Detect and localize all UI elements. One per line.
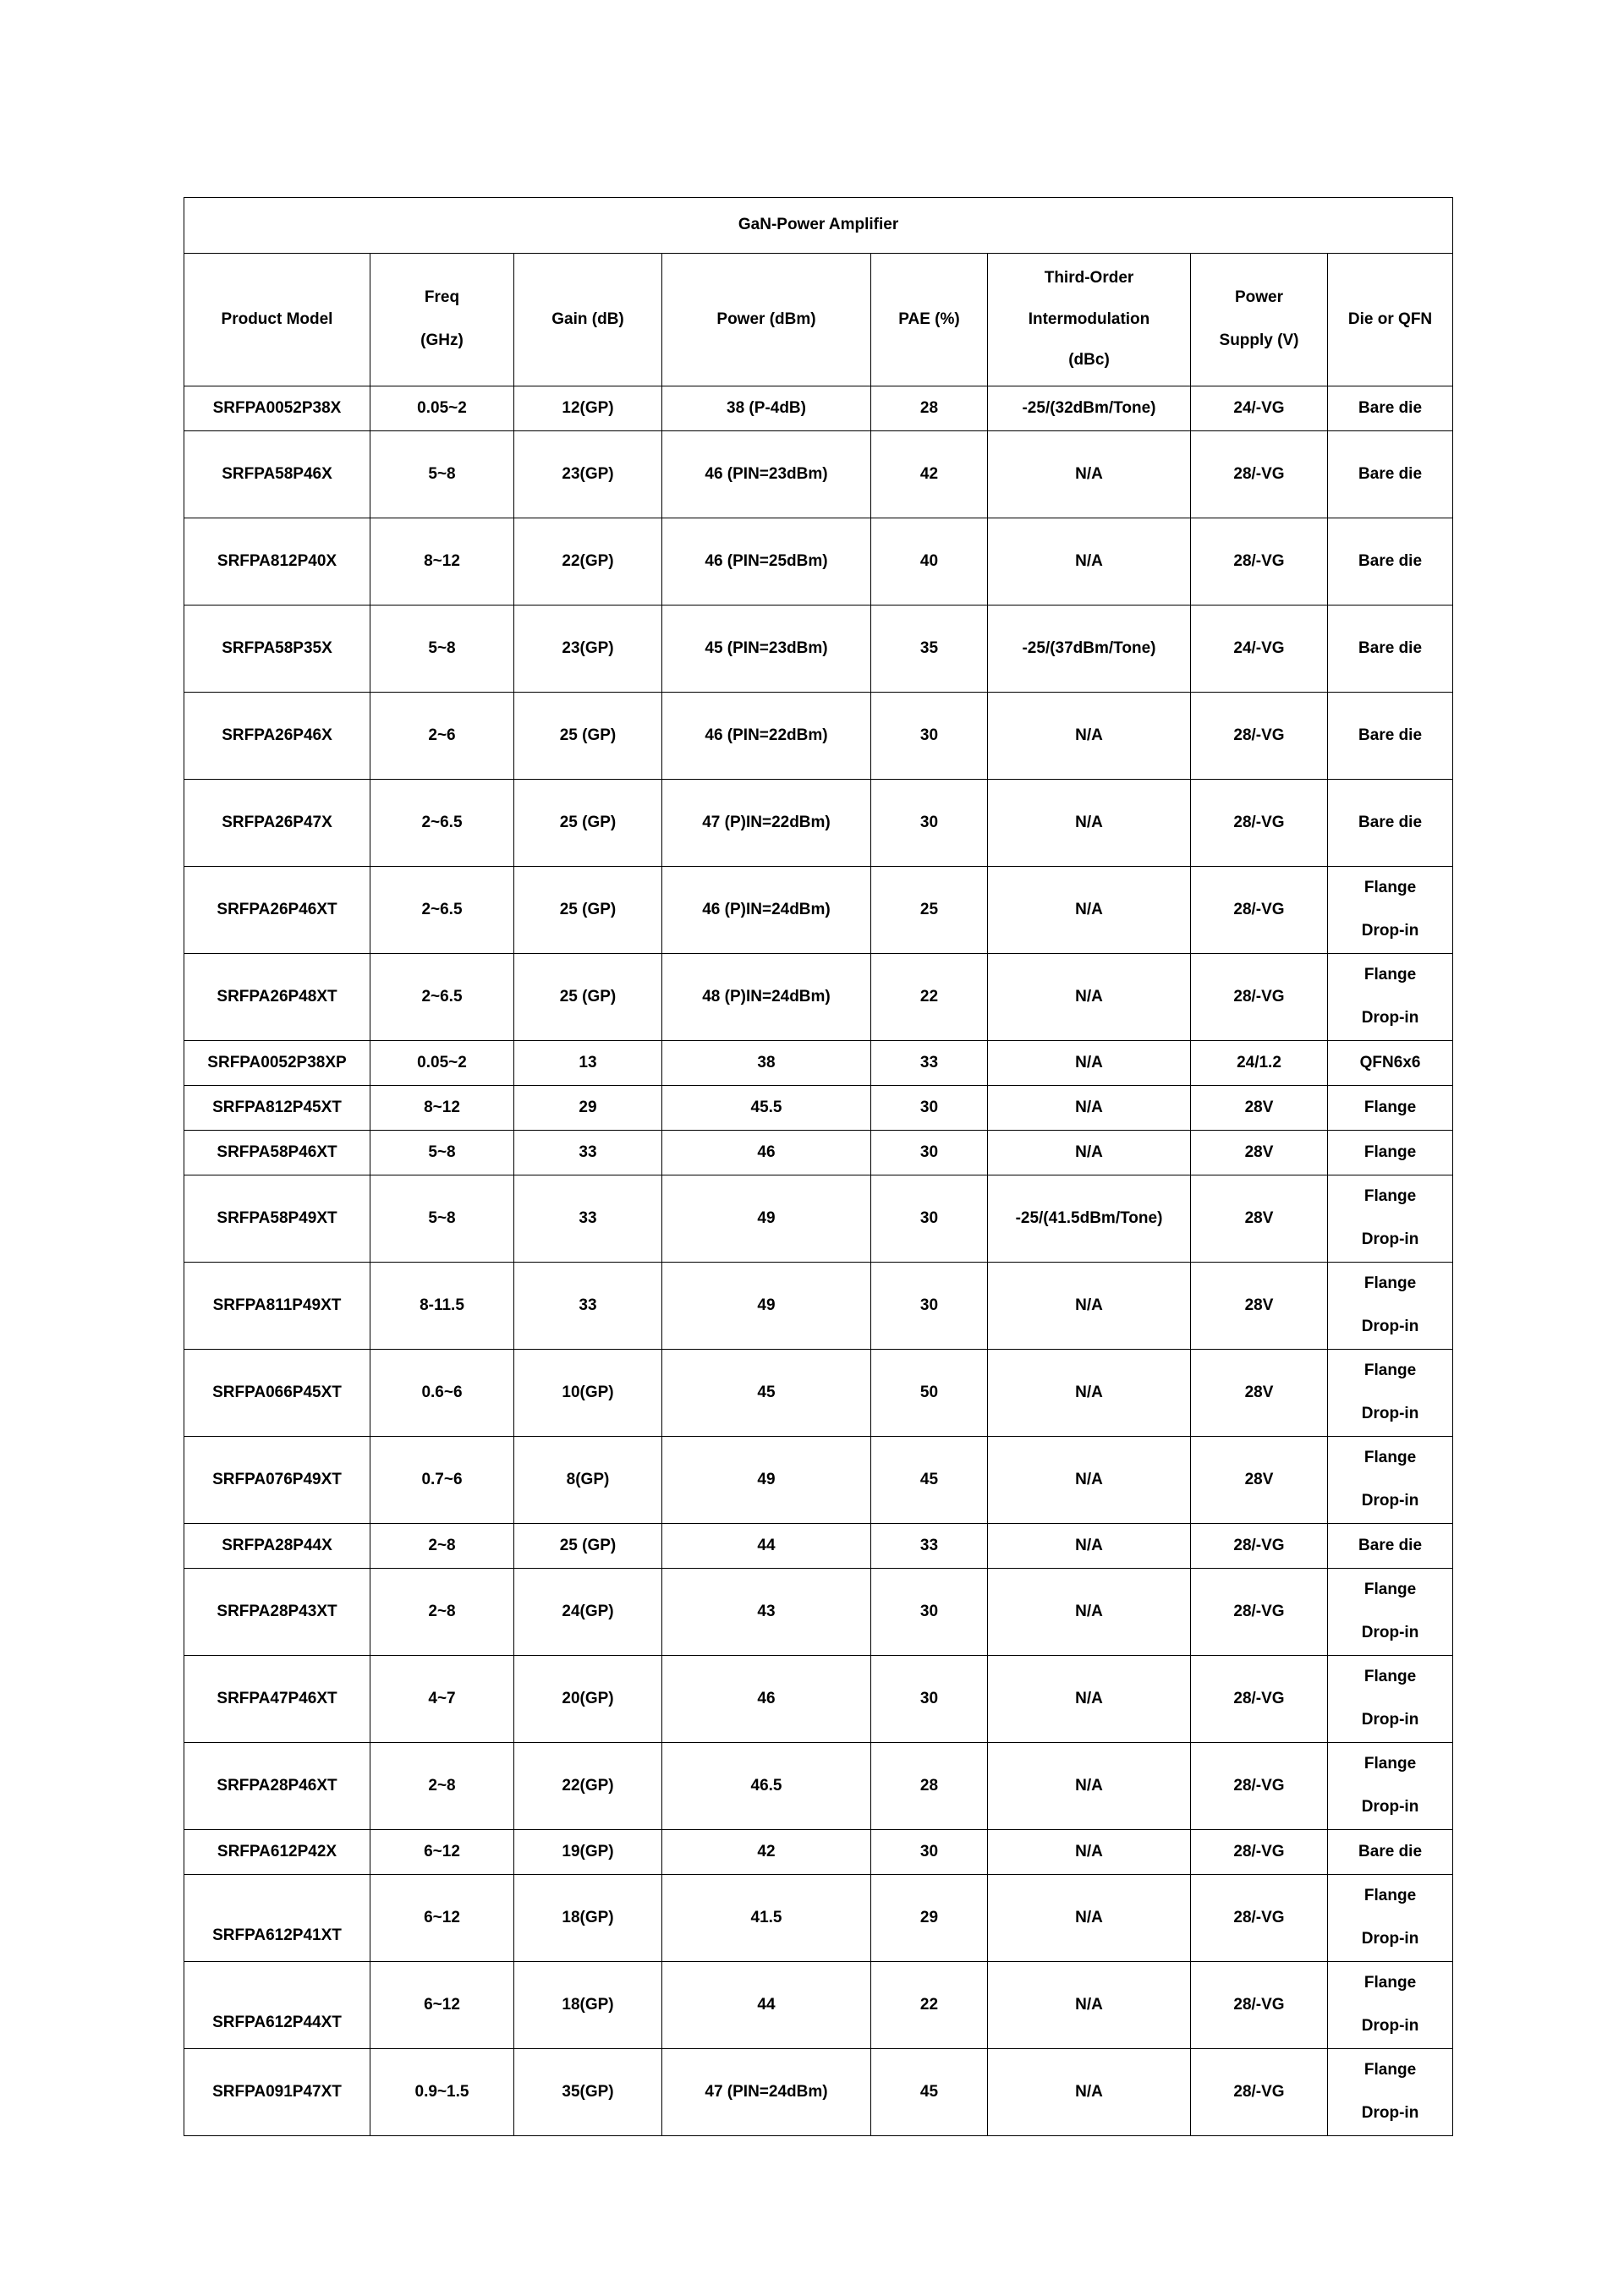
cell-freq: 6~12 [370,1962,514,2049]
package-line: Drop-in [1361,1405,1419,1422]
cell-product-model: SRFPA26P47X [184,780,370,867]
cell-power: 44 [662,1524,871,1569]
cell-product-model: SRFPA066P45XT [184,1350,370,1437]
cell-freq: 2~6.5 [370,954,514,1041]
cell-package [1328,1263,1453,1350]
cell-intermodulation: N/A [988,1350,1191,1437]
cell-power-supply: 28/-VG [1191,1962,1328,2049]
cell-pae: 40 [871,518,988,606]
cell-gain: 8(GP) [514,1437,662,1524]
cell-power-supply: 28/-VG [1191,1569,1328,1656]
package-line: Drop-in [1361,1624,1419,1641]
cell-power: 45 (PIN=23dBm) [662,606,871,693]
cell-power-supply: 28/-VG [1191,954,1328,1041]
cell-freq: 0.6~6 [370,1350,514,1437]
cell-pae: 50 [871,1350,988,1437]
table-row [184,693,1453,780]
cell-freq: 8~12 [370,1086,514,1131]
cell-freq: 0.05~2 [370,1041,514,1086]
cell-freq: 0.05~2 [370,386,514,431]
cell-freq: 2~6 [370,693,514,780]
cell-intermodulation: N/A [988,693,1191,780]
cell-package [1328,386,1453,431]
cell-pae: 30 [871,1086,988,1131]
package-line: Flange [1363,966,1417,984]
cell-pae: 30 [871,1263,988,1350]
cell-power: 38 [662,1041,871,1086]
cell-product-model: SRFPA0052P38XP [184,1041,370,1086]
package-line: Flange [1363,1974,1417,1992]
cell-product-model: SRFPA58P35X [184,606,370,693]
package-line: Bare die [1358,726,1423,744]
cell-freq: 2~6.5 [370,867,514,954]
table-row [184,1743,1453,1830]
cell-package [1328,1524,1453,1569]
cell-power-supply: 28V [1191,1086,1328,1131]
cell-power-supply: 28/-VG [1191,1524,1328,1569]
cell-power: 46 [662,1131,871,1175]
cell-intermodulation: N/A [988,1569,1191,1656]
cell-freq: 4~7 [370,1656,514,1743]
cell-pae: 22 [871,1962,988,2049]
cell-intermodulation: N/A [988,1086,1191,1131]
cell-product-model: SRFPA58P49XT [184,1175,370,1263]
cell-package [1328,1830,1453,1875]
cell-power: 46 (PIN=23dBm) [662,431,871,518]
cell-power-supply: 28/-VG [1191,1875,1328,1962]
header-gain [514,254,662,386]
cell-power: 46 (PIN=22dBm) [662,693,871,780]
table-row [184,386,1453,431]
header-product-model [184,254,370,386]
package-line: Bare die [1358,398,1423,417]
cell-freq: 6~12 [370,1875,514,1962]
gan-power-amplifier-table [184,197,1453,2136]
header-line: Gain (dB) [551,310,624,328]
cell-text: SRFPA612P41XT [212,1926,342,1944]
cell-package [1328,1086,1453,1131]
cell-intermodulation: N/A [988,1524,1191,1569]
cell-gain: 18(GP) [514,1962,662,2049]
table-row [184,1524,1453,1569]
cell-power-supply: 28V [1191,1437,1328,1524]
cell-intermodulation: -25/(41.5dBm/Tone) [988,1175,1191,1263]
header-line: Die or QFN [1347,310,1433,328]
cell-pae: 45 [871,2049,988,2136]
cell-freq: 2~8 [370,1743,514,1830]
cell-intermodulation: N/A [988,2049,1191,2136]
cell-package [1328,1131,1453,1175]
cell-gain: 12(GP) [514,386,662,431]
cell-freq: 6~12 [370,1830,514,1875]
cell-pae: 22 [871,954,988,1041]
table-row [184,2049,1453,2136]
table-row [184,1437,1453,1524]
cell-freq: 5~8 [370,1175,514,1263]
package-line: Drop-in [1361,2017,1419,2035]
cell-intermodulation: N/A [988,1437,1191,1524]
cell-freq: 5~8 [370,431,514,518]
cell-gain: 29 [514,1086,662,1131]
package-line: Flange [1363,1668,1417,1686]
cell-package [1328,1350,1453,1437]
cell-power: 41.5 [662,1875,871,1962]
cell-product-model: SRFPA0052P38X [184,386,370,431]
cell-product-model: SRFPA58P46XT [184,1131,370,1175]
cell-gain: 25 (GP) [514,1524,662,1569]
header-freq [370,254,514,386]
cell-power: 46 (P)IN=24dBm) [662,867,871,954]
cell-power: 49 [662,1437,871,1524]
package-line: Bare die [1358,813,1423,831]
package-line: Flange [1363,1187,1417,1206]
cell-pae: 30 [871,780,988,867]
cell-gain: 18(GP) [514,1875,662,1962]
cell-power: 47 (PIN=24dBm) [662,2049,871,2136]
cell-power-supply: 28/-VG [1191,693,1328,780]
cell-product-model: SRFPA26P46X [184,693,370,780]
package-line: Drop-in [1361,1798,1419,1816]
cell-power: 45 [662,1350,871,1437]
cell-pae: 33 [871,1524,988,1569]
table-row [184,518,1453,606]
header-line: (GHz) [420,332,464,349]
cell-package [1328,693,1453,780]
cell-gain: 13 [514,1041,662,1086]
cell-product-model: SRFPA28P43XT [184,1569,370,1656]
cell-power-supply: 28/-VG [1191,867,1328,954]
cell-power: 43 [662,1569,871,1656]
header-third-order-intermodulation [988,254,1191,386]
header-line: Product Model [221,310,333,328]
cell-pae: 29 [871,1875,988,1962]
table-header-row [184,254,1453,386]
cell-power: 49 [662,1175,871,1263]
cell-product-model [184,1875,370,1962]
table-row [184,1350,1453,1437]
table-row [184,1875,1453,1962]
cell-product-model: SRFPA812P45XT [184,1086,370,1131]
cell-pae: 28 [871,386,988,431]
cell-intermodulation: N/A [988,431,1191,518]
cell-gain: 22(GP) [514,1743,662,1830]
cell-intermodulation: N/A [988,954,1191,1041]
header-line: Third-Order [1044,268,1134,287]
header-line: Freq [424,288,460,307]
cell-package [1328,954,1453,1041]
cell-pae: 30 [871,1131,988,1175]
cell-power-supply: 28V [1191,1350,1328,1437]
cell-gain: 23(GP) [514,431,662,518]
cell-power-supply: 24/1.2 [1191,1041,1328,1086]
cell-product-model: SRFPA612P42X [184,1830,370,1875]
table-row [184,780,1453,867]
cell-package [1328,1569,1453,1656]
header-pae [871,254,988,386]
cell-intermodulation: N/A [988,1830,1191,1875]
cell-power: 46.5 [662,1743,871,1830]
header-line: (dBc) [1068,351,1110,370]
cell-freq: 2~8 [370,1569,514,1656]
cell-pae: 30 [871,1569,988,1656]
cell-power: 44 [662,1962,871,2049]
cell-power-supply: 28/-VG [1191,780,1328,867]
cell-power-supply: 28V [1191,1175,1328,1263]
header-line: Power [1234,288,1284,307]
package-line: Flange [1363,1581,1417,1599]
cell-power-supply: 28/-VG [1191,2049,1328,2136]
package-line: Drop-in [1361,1318,1419,1335]
cell-pae: 35 [871,606,988,693]
cell-gain: 10(GP) [514,1350,662,1437]
table-row [184,1175,1453,1263]
cell-gain: 25 (GP) [514,867,662,954]
package-line: Drop-in [1361,1492,1419,1510]
cell-freq: 5~8 [370,1131,514,1175]
package-line: Drop-in [1361,2104,1419,2122]
cell-product-model: SRFPA076P49XT [184,1437,370,1524]
package-line: Drop-in [1361,1230,1419,1248]
cell-pae: 25 [871,867,988,954]
cell-power: 38 (P-4dB) [662,386,871,431]
cell-freq: 5~8 [370,606,514,693]
cell-gain: 24(GP) [514,1569,662,1656]
cell-power-supply: 28/-VG [1191,518,1328,606]
cell-product-model: SRFPA28P44X [184,1524,370,1569]
cell-power: 47 (P)IN=22dBm) [662,780,871,867]
cell-intermodulation: N/A [988,1962,1191,2049]
cell-gain: 25 (GP) [514,954,662,1041]
cell-intermodulation: N/A [988,867,1191,954]
cell-intermodulation: N/A [988,1875,1191,1962]
header-power-supply [1191,254,1328,386]
cell-product-model: SRFPA26P48XT [184,954,370,1041]
cell-gain: 19(GP) [514,1830,662,1875]
cell-gain: 33 [514,1263,662,1350]
cell-product-model: SRFPA811P49XT [184,1263,370,1350]
table-row [184,1086,1453,1131]
package-line: Flange [1363,1449,1417,1467]
header-line: Power (dBm) [716,310,816,328]
header-line: Intermodulation [1028,310,1150,328]
header-power [662,254,871,386]
package-line: Flange [1363,879,1417,897]
cell-pae: 30 [871,1830,988,1875]
cell-intermodulation: -25/(37dBm/Tone) [988,606,1191,693]
package-line: Bare die [1358,551,1423,570]
table-row [184,431,1453,518]
table-row [184,1041,1453,1086]
table-row [184,1263,1453,1350]
header-line: Supply (V) [1219,332,1299,349]
package-line: Flange [1363,1755,1417,1773]
cell-package [1328,1041,1453,1086]
cell-freq: 8~12 [370,518,514,606]
cell-package [1328,867,1453,954]
package-line: Bare die [1358,1842,1423,1860]
cell-intermodulation: N/A [988,1131,1191,1175]
cell-package [1328,1962,1453,2049]
cell-power-supply: 24/-VG [1191,606,1328,693]
cell-power-supply: 28V [1191,1131,1328,1175]
cell-product-model: SRFPA58P46X [184,431,370,518]
cell-intermodulation: N/A [988,1743,1191,1830]
cell-product-model: SRFPA47P46XT [184,1656,370,1743]
cell-package [1328,1875,1453,1962]
cell-package [1328,1743,1453,1830]
table-title: GaN-Power Amplifier [184,198,1453,254]
cell-power: 49 [662,1263,871,1350]
cell-power-supply: 28/-VG [1191,1743,1328,1830]
header-line: PAE (%) [898,310,960,328]
cell-intermodulation: N/A [988,518,1191,606]
cell-package [1328,518,1453,606]
cell-pae: 28 [871,1743,988,1830]
package-line: Bare die [1358,464,1423,483]
cell-pae: 33 [871,1041,988,1086]
cell-freq: 0.9~1.5 [370,2049,514,2136]
table-row [184,954,1453,1041]
cell-pae: 45 [871,1437,988,1524]
cell-intermodulation: N/A [988,1263,1191,1350]
package-line: Drop-in [1361,1930,1419,1948]
cell-text: SRFPA612P44XT [212,2013,342,2031]
cell-package [1328,606,1453,693]
package-line: QFN6x6 [1359,1053,1421,1071]
cell-product-model: SRFPA26P46XT [184,867,370,954]
table-row [184,606,1453,693]
cell-product-model: SRFPA812P40X [184,518,370,606]
cell-pae: 42 [871,431,988,518]
cell-gain: 25 (GP) [514,693,662,780]
package-line: Bare die [1358,1536,1423,1554]
table-row [184,1131,1453,1175]
table-row [184,1656,1453,1743]
cell-product-model: SRFPA091P47XT [184,2049,370,2136]
cell-power: 48 (P)IN=24dBm) [662,954,871,1041]
cell-gain: 33 [514,1131,662,1175]
table-row [184,1830,1453,1875]
table-title-row [184,198,1453,254]
package-line: Drop-in [1361,922,1419,940]
cell-gain: 23(GP) [514,606,662,693]
cell-pae: 30 [871,693,988,780]
package-line: Drop-in [1361,1711,1419,1729]
cell-power: 46 [662,1656,871,1743]
cell-product-model [184,1962,370,2049]
cell-pae: 30 [871,1175,988,1263]
cell-gain: 35(GP) [514,2049,662,2136]
cell-pae: 30 [871,1656,988,1743]
package-line: Bare die [1358,638,1423,657]
cell-power-supply: 24/-VG [1191,386,1328,431]
cell-power-supply: 28V [1191,1263,1328,1350]
package-line: Flange [1363,1143,1417,1161]
cell-gain: 22(GP) [514,518,662,606]
cell-freq: 2~8 [370,1524,514,1569]
cell-intermodulation: N/A [988,780,1191,867]
cell-freq: 8-11.5 [370,1263,514,1350]
cell-package [1328,1437,1453,1524]
package-line: Flange [1363,1098,1417,1116]
cell-intermodulation: N/A [988,1041,1191,1086]
cell-gain: 33 [514,1175,662,1263]
cell-package [1328,431,1453,518]
package-line: Drop-in [1361,1009,1419,1027]
cell-package [1328,780,1453,867]
table-row [184,1962,1453,2049]
package-line: Flange [1363,1887,1417,1905]
cell-freq: 2~6.5 [370,780,514,867]
package-line: Flange [1363,1274,1417,1293]
cell-power-supply: 28/-VG [1191,1830,1328,1875]
cell-gain: 20(GP) [514,1656,662,1743]
cell-intermodulation: N/A [988,1656,1191,1743]
cell-power-supply: 28/-VG [1191,431,1328,518]
cell-power-supply: 28/-VG [1191,1656,1328,1743]
cell-power: 45.5 [662,1086,871,1131]
header-die-or-qfn [1328,254,1453,386]
table-row [184,867,1453,954]
cell-intermodulation: -25/(32dBm/Tone) [988,386,1191,431]
cell-power: 42 [662,1830,871,1875]
cell-power: 46 (PIN=25dBm) [662,518,871,606]
cell-product-model: SRFPA28P46XT [184,1743,370,1830]
package-line: Flange [1363,1362,1417,1380]
cell-package [1328,1656,1453,1743]
cell-package [1328,1175,1453,1263]
package-line: Flange [1363,2061,1417,2080]
table-row [184,1569,1453,1656]
cell-package [1328,2049,1453,2136]
cell-gain: 25 (GP) [514,780,662,867]
cell-freq: 0.7~6 [370,1437,514,1524]
